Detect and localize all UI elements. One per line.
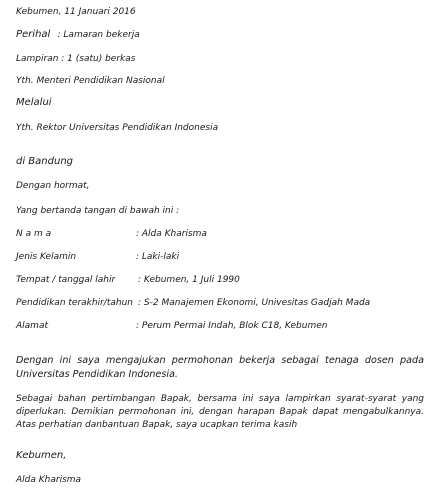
field-name-value: : Alda Kharisma [136,229,207,239]
field-education-label: Pendidikan terakhir/tahun [16,298,133,308]
subject-label: Perihal [16,29,51,40]
field-gender-value: : Laki-laki [136,252,180,262]
via-addressee: Yth. Rektor Universitas Pendidikan Indonesia [16,123,219,133]
field-address-value: : Perum Permai Indah, Blok C18, Kebumen [136,321,328,331]
via-label: Melalui [16,97,52,108]
letter-body-1: Dengan ini saya mengajukan permohonan bekerja sebagai tenaga dosen pada Universitas Pendidikan Indonesia. [16,355,424,380]
field-birth [16,274,240,286]
field-gender-label: Jenis Kelamin [16,252,77,262]
field-education [16,297,371,309]
closing-place: Kebumen, [16,450,67,461]
letter-date: Kebumen, 11 Januari 2016 [16,7,136,17]
field-name [16,228,207,240]
letter-addressee: Yth. Menteri Pendidikan Nasional [16,76,165,86]
letter-intro: Yang bertanda tangan di bawah ini : [16,206,180,216]
field-birth-value: : Kebumen, 1 Juli 1990 [138,275,240,285]
field-birth-label: Tempat / tanggal lahir [16,275,116,285]
letter-body-2: Sebagai bahan pertimbangan Bapak, bersama ini saya lampirkan syarat-syarat yang diperlukan. Demikian permohonan ini, dengan harapan Bapak dapat mengabulkannya. Atas perhatian danbantuan Bapak, saya ucapkan terima kasih [16,394,424,430]
signature-name: Alda Kharisma [16,475,82,485]
field-address [16,320,328,332]
letter-subject [16,29,140,41]
field-name-label: N a m a [16,229,52,239]
letter-location: di Bandung [16,156,74,167]
field-education-value: : S-2 Manajemen Ekonomi, Univesitas Gadjah Mada [138,298,371,308]
field-address-label: Alamat [16,321,48,331]
letter-greeting: Dengan hormat, [16,181,90,191]
field-gender [16,251,180,263]
letter-attachment: Lampiran : 1 (satu) berkas [16,54,136,64]
subject-value: : Lamaran bekerja [57,30,140,40]
